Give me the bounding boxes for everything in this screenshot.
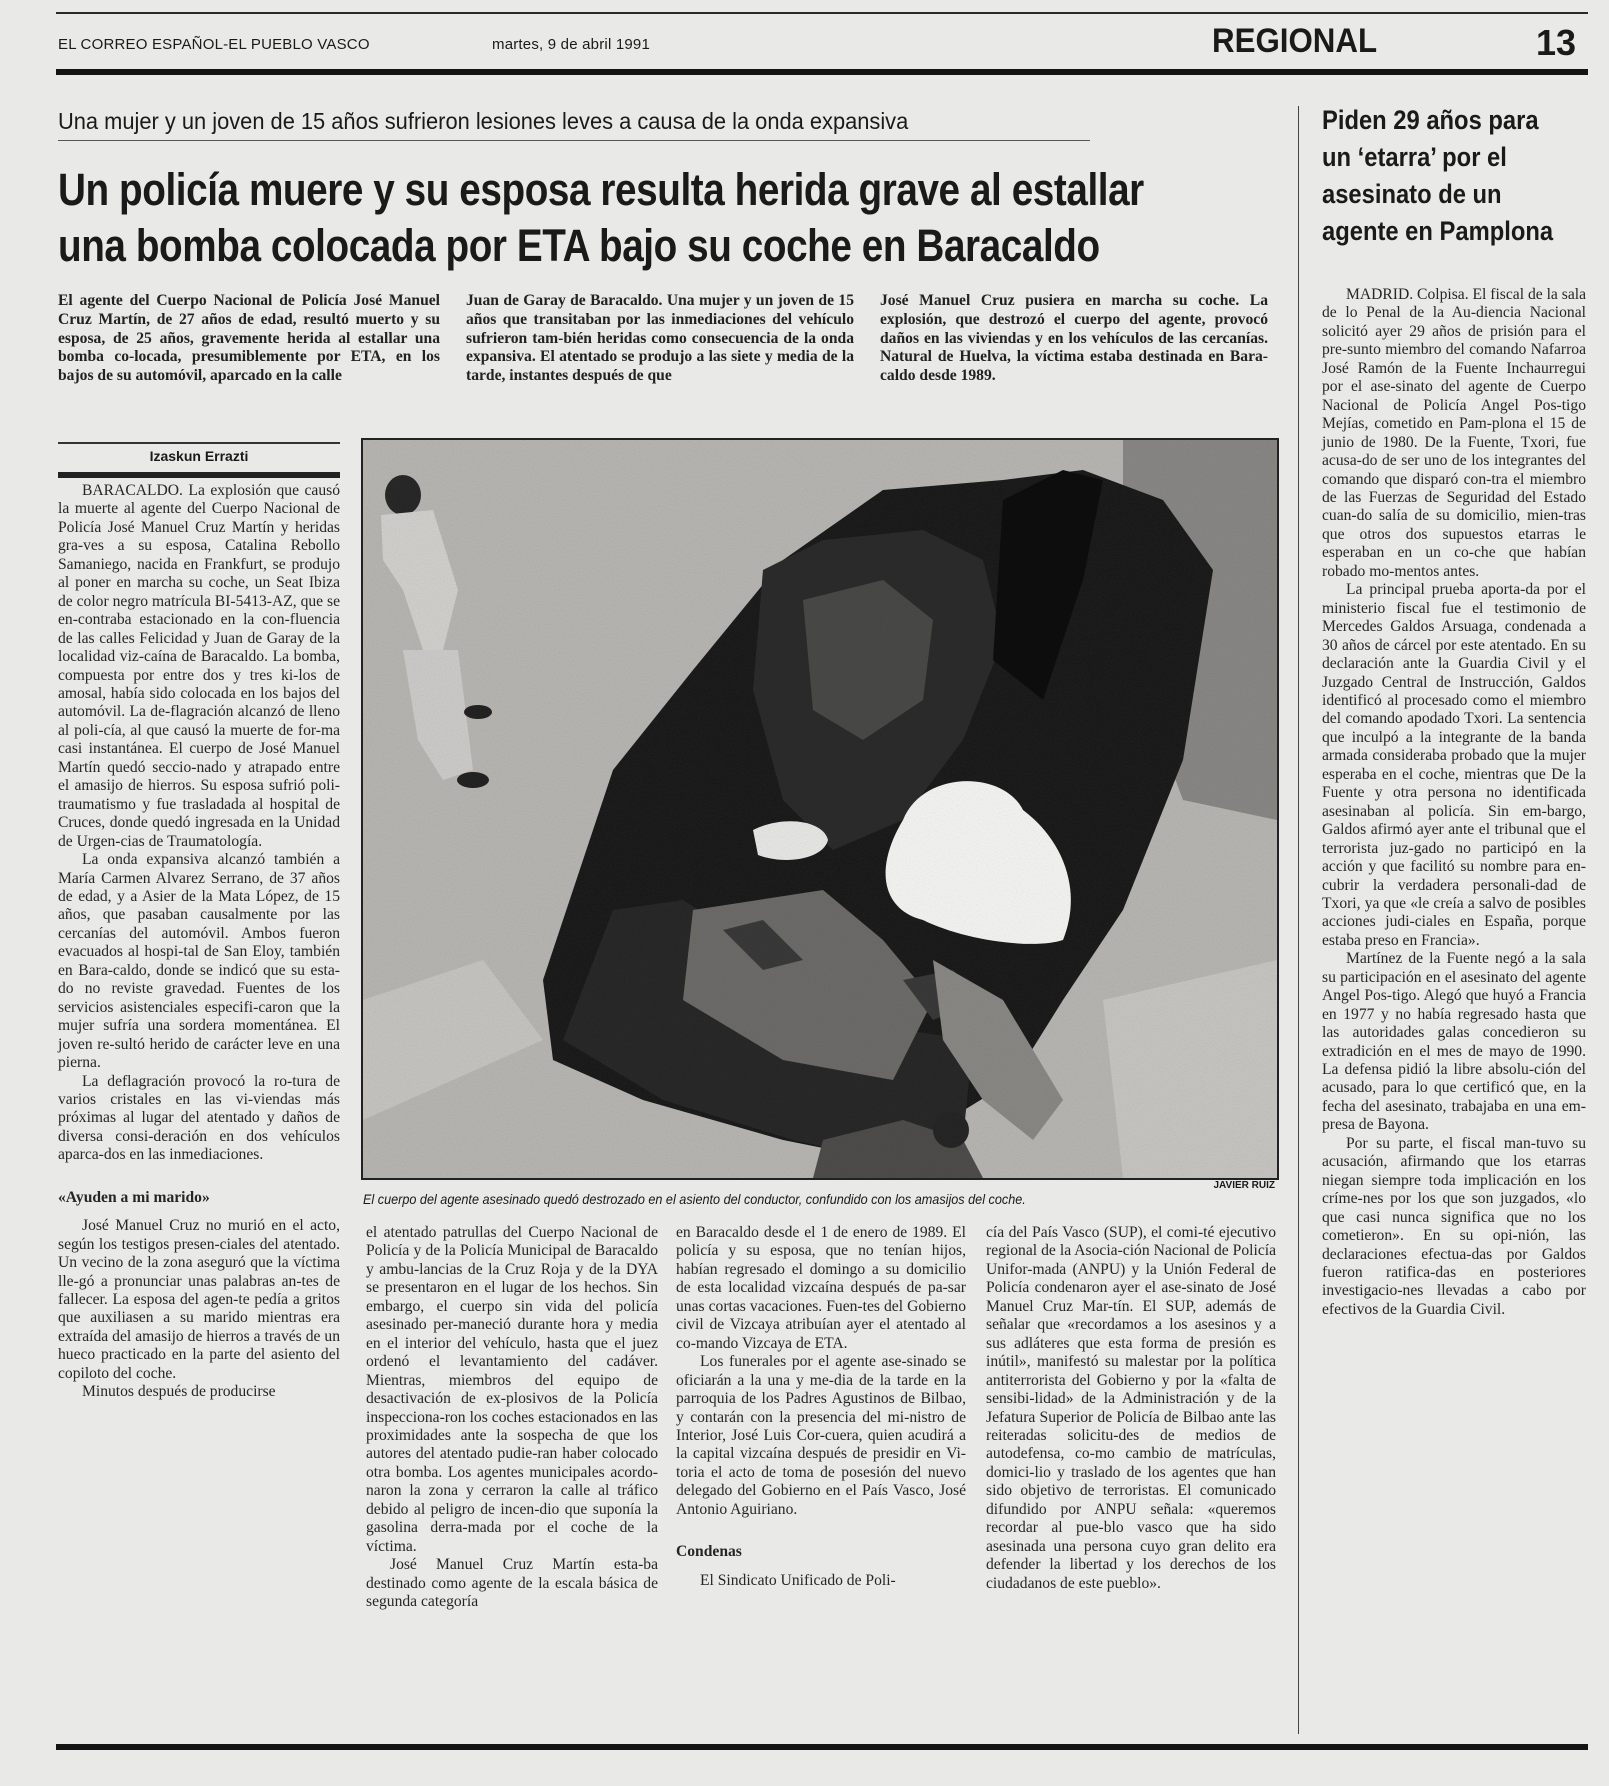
paragraph: Minutos después de producirse <box>82 1383 276 1401</box>
subhead-ayuden: «Ayuden a mi marido» <box>58 1188 210 1206</box>
article-column-4 <box>986 1224 1276 1593</box>
publication-date: martes, 9 de abril 1991 <box>492 36 651 53</box>
column-2-paragraphs <box>366 1224 658 1612</box>
paragraph: MADRID. Colpisa. El fiscal de la sala de lo Penal de la Au-diencia Nacional solicitó ayer 29 años de prisión para el pre-sunto miembro del comando Nafarroa José Ramón de la Fuente Inchaurregui por el ase-sinato del agente de Cuerpo Nacional de Policía Angel Pos-tigo Mejías, cometido en Pam-plona el 15 de junio de 1980. De la Fuente, Txori, fue acusa-do de ser uno de los integrantes del comando que disparó con-tra el miembro de las Fuerzas de Seguridad del Estado cuan-do salía de su domicilio, mien-tras que otros dos supuestos etarras le esperaban en un co-che que habían robado mo-mentos antes. <box>1322 286 1586 580</box>
byline: Izaskun Errazti <box>149 448 249 464</box>
article-column-1 <box>58 482 340 1402</box>
paragraph: Martínez de la Fuente negó a la sala su participación en el asesinato del agente Angel Pos-tigo. Alegó que huyó a Francia en 1977 y no había regresado hasta que las autoridades galas concedieron su extradición en el mes de mayo de 1990. La defensa pidió la libre absolu-ción del acusado, para lo que certificó que, en la fecha del asesinato, trabajaba en una em-presa de Bayona. <box>1322 950 1586 1134</box>
photo-credit: JAVIER RUIZ <box>1213 1180 1275 1191</box>
article-column-2 <box>366 1224 658 1612</box>
lead-column-2: Juan de Garay de Baracaldo. Una mujer y un joven de 15 años que transitaban por las inmediaciones del vehículo sufrieron tam-bién heridas como consecuencia de la onda expansiva. El atentado se produjo a las siete y media de la tarde, instantes después de que <box>466 292 854 385</box>
paragraph: Los funerales por el agente ase-sinado se oficiarán a la una y me-dia de la tarde en la parroquia de los Padres Agustinos de Bilbao, y contarán con la presencia del mi-nistro de Interior, José Luis Cor-cuera, quien acudirá a la capital vizcaína después de presidir en Vi-toria el acto de toma de posesión del nuevo delegado del Gobierno en el País Vasco, José Antonio Aguiriano. <box>676 1353 966 1518</box>
article-column-3 <box>676 1224 966 1590</box>
paragraph: La principal prueba aporta-da por el ministerio fiscal fue el testimonio de Mercedes Galdos Arsuaga, condenada a 30 años de cárcel por este atentado. En su declaración ante la Guardia Civil y el Juzgado Central de Instrucción, Galdos identificó al procesado como el miembro del comando apodado Txori. La sentencia que inculpó a la integrante de la banda armada consideraba probado que la mujer esperaba en el coche, mientras que De la Fuente y otra persona no identificada asesinaban al policía. Sin em-bargo, Galdos afirmó ayer ante el tribunal que el terrorista juz-gado no participó en la acción y que facilitó su nombre para en-cubrir la verdadera personali-dad de Txori, ya que «le creía a salvo de posibles acciones judi-ciales en España, porque estaba preso en Francia». <box>1322 581 1586 949</box>
paragraph: el atentado patrullas del Cuerpo Nacional de Policía y de la Policía Municipal de Baracaldo y ambu-lancias de la Cruz Roja y de la DYA se presentaron en el lugar de los hechos. Sin embargo, el cuerpo sin vida del policía asesinado per-maneció durante hora y media en el interior del vehículo, hasta que el juez ordenó el levantamiento del cadáver. Mientras, miembros del equipo de desactivación de ex-plosivos de la Policía inspecciona-ron los coches estacionados en las proximidades ante la sospecha de que los autores del atentado pudie-ran haber colocado otra bomba. Los agentes municipales acordo-naron la zona y cerraron la calle al tráfico debido al peligro de incen-dio que suponía la gasolina derra-mada por el coche de la víctima. <box>366 1224 658 1555</box>
headline-line-2: una bomba colocada por ETA bajo su coche en Baracaldo <box>58 220 1100 271</box>
sidebar-headline-line: agente en Pamplona <box>1322 216 1554 246</box>
sidebar-headline-line: Piden 29 años para <box>1322 105 1539 135</box>
column-1-paragraphs <box>58 482 340 1165</box>
sidebar-divider <box>1298 106 1299 1734</box>
sidebar-body <box>1322 286 1586 1319</box>
paragraph: BARACALDO. La explosión que causó la muerte al agente del Cuerpo Nacional de Policía José Manuel Cruz Martín y heridas gra-ves a su esposa, Catalina Rebollo Samaniego, nacida en Frankfurt, se produjo al poner en marcha su coche, un Seat Ibiza de color negro matrícula BI-5413-AZ, que se en-contraba estacionado en la con-fluencia de las calles Felicidad y Juan de Garay de la localidad viz-caína de Baracaldo. La bomba, compuesta por entre dos y tres ki-los de amosal, había sido colocada en los bajos del automóvil. La de-flagración alcanzó de lleno al poli-cía, al que causó la muerte de for-ma casi instantánea. El cuerpo de José Manuel Martín quedó seccio-nado y atrapado entre el amasijo de hierros. Su esposa sufrió poli-traumatismo y fue trasladada al hospital de Cruces, donde quedó ingresada en la Unidad de Urgen-cias de Traumatología. <box>58 482 340 850</box>
footer-rule <box>56 1744 1588 1750</box>
kicker: Una mujer y un joven de 15 años sufrieron lesiones leves a causa de la onda expansiva <box>58 108 909 134</box>
paragraph: El Sindicato Unificado de Poli- <box>700 1571 896 1589</box>
news-photo <box>361 438 1279 1180</box>
byline-box <box>58 442 340 478</box>
header-rule <box>56 69 1588 75</box>
paragraph: La onda expansiva alcanzó también a María Carmen Alvarez Serrano, de 37 años de edad, y a Asier de la Mata López, de 15 años, que pasaban causalmente por las cercanías del automóvil. Ambos fueron evacuados al hospi-tal de San Eloy, también en Bara-caldo, donde se indicó que su esta-do no reviste gravedad. Fuentes de los servicios asistenciales especifi-caron que la mujer sufría una sordera momentánea. El joven re-sultó herido de carácter leve en una pierna. <box>58 851 340 1072</box>
page-number: 13 <box>1536 22 1577 63</box>
sidebar-headline-line: asesinato de un <box>1322 179 1502 209</box>
column-3-paragraphs-after <box>676 1572 966 1590</box>
paragraph: José Manuel Cruz Martín esta-ba destinado como agente de la escala básica de segunda categoría <box>366 1556 658 1611</box>
column-3-paragraphs <box>676 1224 966 1519</box>
top-rule <box>56 12 1588 14</box>
lead-column-1: El agente del Cuerpo Nacional de Policía José Manuel Cruz Martín, de 27 años de edad, resultó muerto y su esposa, de 25 años, gravemente herida al estallar una bomba co-locada, presumiblemente por ETA, en los bajos de su automóvil, aparcado en la calle <box>58 292 440 385</box>
section-name: REGIONAL <box>1212 22 1378 60</box>
subhead-condenas: Condenas <box>676 1543 742 1561</box>
sidebar-headline-line: un ‘etarra’ por el <box>1322 142 1507 172</box>
lead-column-3: José Manuel Cruz pusiera en marcha su coche. La explosión, que destrozó el cuerpo del agente, provocó daños en las viviendas y en los vehículos de las cercanías. Natural de Huelva, la víctima estaba destinada en Bara-caldo desde 1989. <box>880 292 1268 385</box>
sidebar-paragraphs <box>1322 286 1586 1319</box>
paragraph: José Manuel Cruz no murió en el acto, según los testigos presen-ciales del atentado. Un vecino de la zona aseguró que la víctima lle-gó a pronunciar unas palabras an-tes de fallecer. La esposa del agen-te pedía a gritos que auxiliasen a su marido mientras era extraída del amasijo de hierros a través de un hueco practicado en la parte del asiento del copiloto del coche. <box>58 1217 340 1382</box>
paragraph: La deflagración provocó la ro-tura de varios cristales en las vi-viendas más próximas al lugar del atentado y daños de diversa consi-deración en dos vehículos aparca-dos en las inmediaciones. <box>58 1072 340 1164</box>
kicker-underline <box>58 140 1090 141</box>
column-1-paragraphs-after <box>58 1217 340 1402</box>
photo-caption: El cuerpo del agente asesinado quedó destrozado en el asiento del conductor, confundido con los amasijos del coche. <box>363 1192 1026 1207</box>
paragraph: en Baracaldo desde el 1 de enero de 1989. El policía y su esposa, que no tenían hijos, habían regresado el domingo a su domicilio de esta localidad vizcaína después de pa-sar unas cortas vacaciones. Fuen-tes del Gobierno civil de Vizcaya atribuían ayer el atentado al co-mando Vizcaya de ETA. <box>676 1224 966 1352</box>
headline-line-1: Un policía muere y su esposa resulta herida grave al estallar <box>58 164 1144 215</box>
publication-name: EL CORREO ESPAÑOL-EL PUEBLO VASCO <box>58 36 370 53</box>
sidebar-headline <box>1322 102 1585 250</box>
car-wreck-photo <box>363 440 1277 1178</box>
paragraph: Por su parte, el fiscal man-tuvo su acusación, afirmando que los etarras niegan siempre toda implicación en los críme-nes por los que son juzgados, «lo que casi nunca significa que no los cometieron». En su opi-nión, las declaraciones efectua-das por Galdos fueron ratifica-das en posteriores investigacio-nes llevadas a cabo por efectivos de la Guardia Civil. <box>1322 1134 1586 1318</box>
paragraph: cía del País Vasco (SUP), el comi-té ejecutivo regional de la Asocia-ción Nacional de Policía Unifor-mada (ANPU) y la Unión Federal de Policía condenaron ayer el ase-sinato de José Manuel Cruz Mar-tín. El SUP, además de señalar que «recordamos a los asesinos y a sus adláteres que esta forma de presión es inútil», manifestó su malestar por la política antiterrorista del Gobierno y por la «falta de sensibi-lidad» de la Administración y de la Jefatura Superior de Policía de Bilbao ante las reiteradas solicitu-des de medios de autodefensa, co-mo cambio de matrículas, domici-lio y traslado de los agentes que han sido objetivo de terroristas. El comunicado difundido por ANPU señala: «queremos recordar al pue-blo vasco que ha sido asesinada una persona cuyo gran delito era defender la libertad y los derechos de los ciudadanos de este pueblo». <box>986 1224 1276 1592</box>
column-4-paragraphs <box>986 1224 1276 1593</box>
